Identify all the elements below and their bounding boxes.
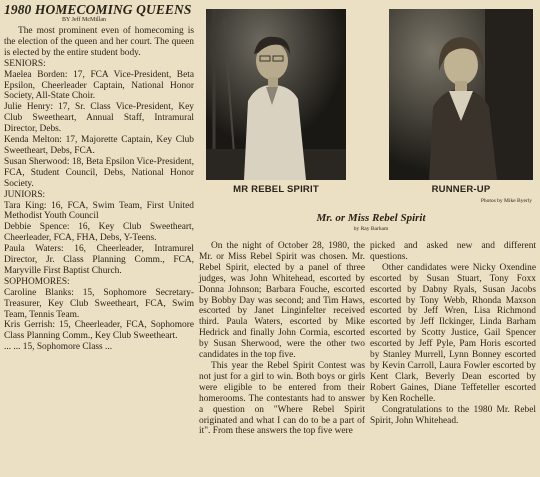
story-column-1 xyxy=(199,241,365,437)
article-intro: The most prominent even of homecoming is the election of the queen and her court. The queen is elected by the entire student body. xyxy=(4,26,194,58)
sophomore-entry: Kris Gerrish: 15, Cheerleader, FCA, Sophomore Class Planning Comm., Key Club Sweetheart. xyxy=(4,320,194,342)
mr-rebel-spirit-caption: MR REBEL SPIRIT xyxy=(233,184,319,195)
story-paragraph: Other candidates were Nicky Oxendine escorted by Susan Stuart, Tony Foxx escorted by Dabny Ryals, Susan Jacobs escorted by Tony Webb, Rhonda Maxson escorted by Jeff Wren, Lisa Richmond escorted by Jeff Ilckinger, Linda Barham escorted by Scotty Justice, Gail Spencer escorted by Jeff Pyle, Pam Horis escorted by Stanley Murrell, Lynn Bonney escorted by Kevin Carroll, Laura Fowler escorted by Kent Clark, Beverly Dean escorted by Robert Gaines, Diane Teffeteller escorted by Ken Rochelle. xyxy=(370,262,536,404)
senior-entry: Julie Henry: 17, Sr. Class Vice-President, Key Club Sweetheart, Annual Staff, Intramural Director, Debs. xyxy=(4,102,194,135)
runner-up-photo xyxy=(389,9,533,180)
seniors-heading: SENIORS: xyxy=(4,58,46,69)
sophomore-entry: Caroline Blanks: 15, Sophomore Secretary-Treasurer, Key Club Sweetheart, FCA, Swim Team, Tennis Team. xyxy=(4,287,194,320)
article-title: 1980 HOMECOMING QUEENS xyxy=(4,2,192,17)
sophomore-entry: ... ... 15, Sophomore Class ... xyxy=(4,342,113,353)
sophomores-heading: SOPHOMORES: xyxy=(4,276,70,287)
junior-entry: Tara King: 16, FCA, Swim Team, First United Methodist Youth Council xyxy=(4,200,194,222)
story-byline: by Ray Barham xyxy=(353,226,389,232)
homecoming-queens-article xyxy=(4,2,194,353)
article-byline: BY Jeff McMillan xyxy=(62,17,106,23)
mr-rebel-spirit-photo xyxy=(206,9,346,180)
senior-entry: Susan Sherwood: 18, Beta Epsilon Vice-President, FCA, Student Council, Debs, National Honor Society. xyxy=(4,156,194,189)
story-column-2 xyxy=(370,241,536,426)
photo-credit: Photos by Mike Byerly xyxy=(480,198,532,204)
juniors-heading: JUNIORS: xyxy=(4,189,46,200)
senior-entry: Maelea Borden: 17, FCA Vice-President, Beta Epsilon, Cheerleader Captain, National Honor Society, All-State Choir. xyxy=(4,69,194,102)
story-paragraph: This year the Rebel Spirit Contest was not just for a girl to win. Both boys or girls were eligible to be entered from their homerooms. The contestants had to answer a question on "Where Rebel Spirit originated and what I can do to be a part of it". From these answers the top five were xyxy=(199,360,365,437)
story-paragraph: picked and asked new and different questions. xyxy=(370,241,536,262)
story-paragraph: On the night of October 28, 1980, the Mr. or Miss Rebel Spirit was chosen. Mr. Rebel Spirit, elected by a panel of three judges, was John Whitehead, escorted by Donna Johnson; Barbara Fouche, escorted by Bobby Day was second; and Tim Haws, escorted by Janet Linginfelter received third. Paula Waters, escorted by Mike Hedrick and finally John Cormia, escorted by Susan Sherwood, were the other two candidates in the top five. xyxy=(199,241,365,361)
senior-entry: Kenda Melton: 17, Majorette Captain, Key Club Sweetheart, Debs, FCA. xyxy=(4,135,194,156)
runner-up-caption: RUNNER-UP xyxy=(431,184,491,195)
story-paragraph: Congratulations to the 1980 Mr. Rebel Spirit, John Whitehead. xyxy=(370,404,536,426)
junior-entry: Debbie Spence: 16, Key Club Sweetheart, Cheerleader, FCA, FHA, Debs, Y-Teens. xyxy=(4,222,194,244)
junior-entry: Paula Waters: 16, Cheerleader, Intramurel Director, Jr. Class Planning Comm., FCA, Maryville First Baptist Church. xyxy=(4,244,194,276)
story-title: Mr. or Miss Rebel Spirit xyxy=(316,212,426,224)
